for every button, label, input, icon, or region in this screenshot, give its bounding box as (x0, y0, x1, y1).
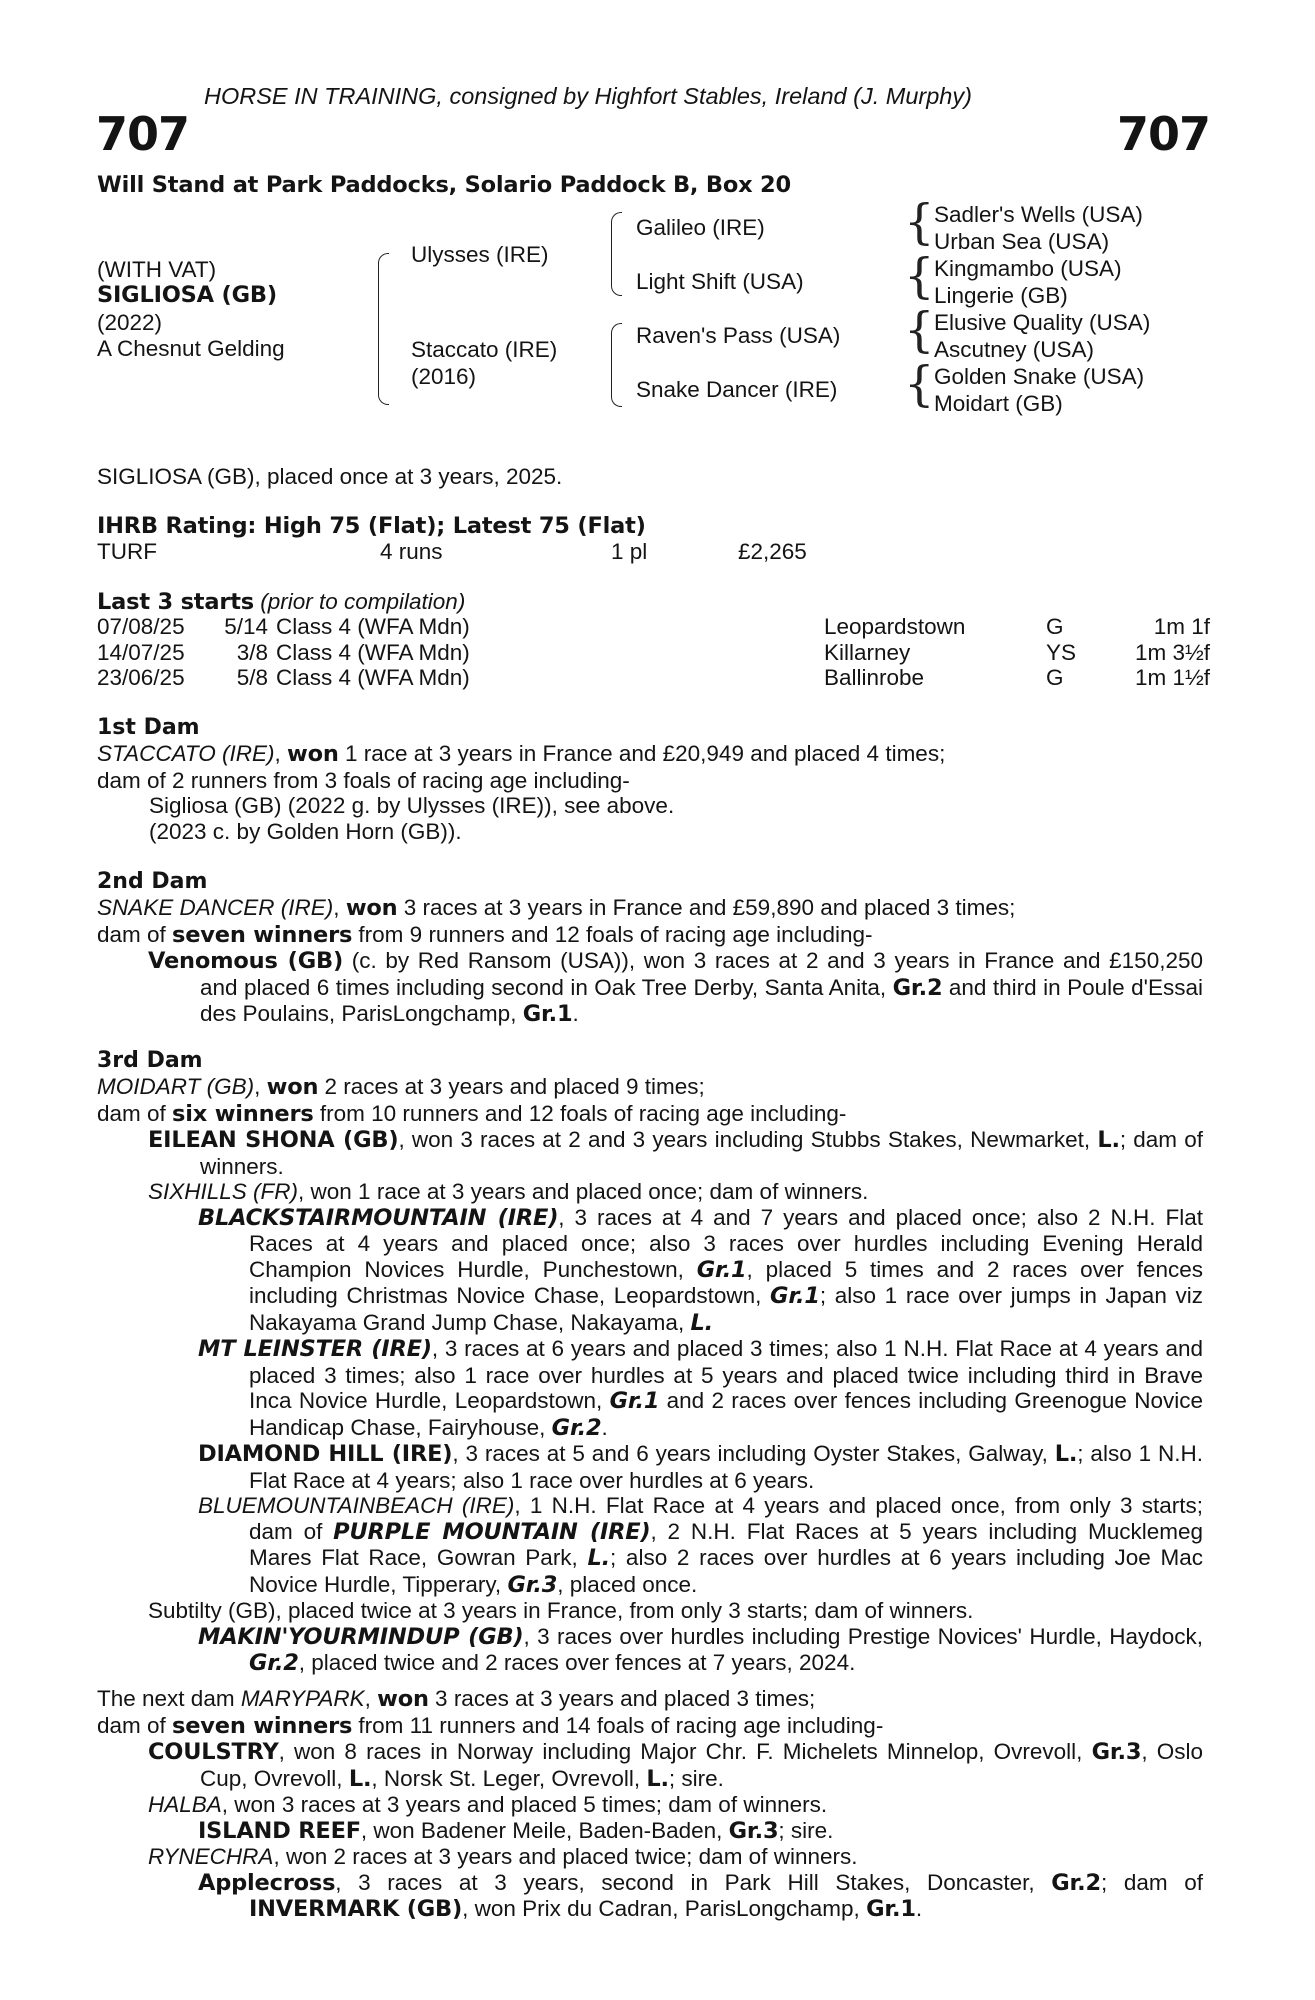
second-dam-produce (97, 922, 1203, 949)
pedigree-sire: Ulysses (IRE) (411, 242, 549, 267)
pedigree-brace-3: { (904, 302, 935, 358)
rating-placed: 1 pl (611, 539, 648, 564)
makinyourmindup-text: , 3 races over hurdles including Prestige Novices' Hurdle, Haydock, (523, 1623, 1204, 1649)
purple-mountain-name: PURPLE MOUNTAIN (IRE) (333, 1518, 651, 1545)
grade-badge: Gr.1 (770, 1283, 820, 1309)
bluemountainbeach-text: , 1 N.H. Flat Race at 4 years and placed once, from only 3 starts; dam of (249, 1493, 1203, 1544)
grade-badge: Gr.3 (728, 1817, 779, 1844)
start-course: Ballinrobe (824, 665, 925, 690)
sixhills-name: SIXHILLS (FR) (148, 1179, 299, 1204)
diamond-hill-text-2: ; also 1 N.H. Flat Race at 4 years; also 1 race over hurdles at 6 years. (249, 1441, 1203, 1493)
third-dam-name: MOIDART (GB) (97, 1074, 255, 1099)
venomous-entry (97, 948, 1203, 1028)
horse-description: A Chesnut Gelding (97, 336, 285, 361)
start-position: 5/14 (224, 614, 268, 639)
won-label: won (345, 895, 398, 921)
second-dam-name: SNAKE DANCER (IRE) (97, 895, 334, 920)
pedigree-g2: Urban Sea (USA) (934, 229, 1110, 254)
makinyourmindup-text-2: , placed twice and 2 races over fences at 7 years, 2024. (298, 1650, 856, 1675)
stable-location: Will Stand at Park Paddocks, Solario Paddock B, Box 20 (97, 172, 791, 198)
applecross-text-2: ; dam of (1100, 1869, 1203, 1895)
start-going: YS (1046, 639, 1077, 665)
island-reef-entry (97, 1818, 1203, 1845)
first-dam-offspring-1: Sigliosa (GB) (2022 g. by Ulysses (IRE)), see above. (149, 793, 675, 818)
pedigree-g8: Moidart (GB) (934, 391, 1063, 416)
pedigree-dam-dam: Snake Dancer (IRE) (636, 377, 838, 402)
grade-badge: L. (1097, 1127, 1120, 1153)
coulstry-text-2: , Oslo Cup, Ovrevoll, (200, 1739, 1203, 1791)
last-starts-heading (97, 589, 465, 616)
pedigree-bracket-sire (611, 212, 622, 296)
bluemountainbeach-text-3: ; also 2 races over hurdles at 6 years including Joe Mac Novice Hurdle, Tipperary, (249, 1545, 1203, 1597)
applecross-text: , 3 races at 3 years, second in Park Hill Stakes, Doncaster, (335, 1869, 1052, 1895)
bluemountainbeach-entry (97, 1493, 1203, 1598)
start-position: 3/8 (236, 639, 268, 665)
mt-leinster-entry (97, 1336, 1203, 1441)
start-going: G (1046, 614, 1064, 639)
island-reef-text-2: ; sire. (778, 1817, 834, 1843)
next-dam-name: MARYPARK (240, 1686, 365, 1711)
ihrb-rating: IHRB Rating: High 75 (Flat); Latest 75 (Flat) (97, 513, 646, 539)
diamond-hill-name: DIAMOND HILL (IRE) (198, 1441, 453, 1467)
third-dam-record: MOIDART (GB), won 2 races at 3 years and placed 9 times; (97, 1074, 705, 1100)
pedigree-g7: Golden Snake (USA) (934, 364, 1145, 389)
invermark-name: INVERMARK (GB) (249, 1896, 463, 1922)
coulstry-entry (97, 1739, 1203, 1792)
pedigree-dam-sire: Raven's Pass (USA) (636, 323, 841, 348)
coulstry-text-4: ; sire. (668, 1765, 724, 1791)
winners-count: seven winners (172, 1712, 353, 1739)
first-dam-heading: 1st Dam (97, 715, 200, 740)
halba-entry (97, 1792, 1203, 1818)
pedigree-sire-sire: Galileo (IRE) (636, 215, 765, 240)
diamond-hill-text: , 3 races at 5 and 6 years including Oyster Stakes, Galway, (452, 1441, 1055, 1466)
blackstairmountain-text-3: ; also 1 race over jumps in Japan viz Nakayama Grand Jump Chase, Nakayama, (249, 1283, 1203, 1335)
grade-badge: Gr.2 (892, 974, 943, 1001)
halba-name: HALBA (148, 1792, 222, 1817)
applecross-text-3: , won Prix du Cadran, ParisLongchamp, (462, 1896, 867, 1921)
pedigree-brace-4: { (904, 356, 935, 412)
eilean-shona-text-2: ; dam of winners. (200, 1127, 1203, 1179)
grade-badge: Gr.3 (1091, 1739, 1142, 1765)
first-dam-name: STACCATO (IRE) (97, 741, 275, 766)
lot-number-left: 707 (96, 107, 190, 161)
punctuation: . (601, 1414, 608, 1440)
produce-suffix: from 10 runners and 12 foals of racing age including- (313, 1100, 847, 1126)
first-dam-section (97, 715, 1203, 844)
pedigree-g3: Kingmambo (USA) (934, 256, 1122, 281)
produce-suffix: from 11 runners and 14 foals of racing age including- (352, 1712, 884, 1738)
horse-name: SIGLIOSA (GB) (97, 282, 277, 308)
makinyourmindup-name: MAKIN'YOURMINDUP (GB) (198, 1623, 524, 1650)
third-dam-produce (97, 1101, 1203, 1128)
next-dam-section (97, 1686, 1203, 1923)
pedigree-brace-2: { (904, 248, 935, 304)
table-row (97, 665, 1210, 691)
rating-surface: TURF (97, 539, 157, 564)
mt-leinster-text: , 3 races at 6 years and placed 3 times; also 1 N.H. Flat Race at 4 years and placed 3 times; also 1 race over hurdles at 5 years and placed twice including third in Brave Inca Novice Hurdle, Leopardstown, (249, 1336, 1203, 1413)
second-dam-record: SNAKE DANCER (IRE), won 3 races at 3 years in France and £59,890 and placed 3 times; (97, 895, 1016, 921)
grade-badge: Gr.1 (696, 1256, 747, 1283)
punctuation: . (915, 1896, 923, 1921)
second-dam-section (97, 869, 1203, 1028)
venomous-text-2: and third in Poule d'Essai des Poulains, ParisLongchamp, (200, 974, 1203, 1026)
next-dam-record: The next dam MARYPARK, won 3 races at 3 years and placed 3 times; (97, 1686, 816, 1712)
first-dam-record-text: 1 race at 3 years in France and £20,949 and placed 4 times; (338, 741, 946, 766)
grade-badge: Gr.1 (866, 1896, 916, 1922)
rynechra-entry (97, 1844, 1203, 1870)
blackstairmountain-name: BLACKSTAIRMOUNTAIN (IRE) (198, 1204, 559, 1231)
grade-badge: L. (690, 1309, 713, 1336)
island-reef-text: , won Badener Meile, Baden-Baden, (360, 1817, 729, 1843)
next-dam-produce (97, 1713, 1203, 1740)
won-label: won (287, 741, 339, 767)
start-date: 07/08/25 (97, 614, 185, 639)
start-course: Killarney (824, 639, 911, 665)
pedigree-brace-1: { (904, 194, 935, 250)
blackstairmountain-text: , 3 races at 4 and 7 years and placed once; also 2 N.H. Flat Races at 4 years and placed once; also 3 races over hurdles including Evening Herald Champion Novices Hurdle, Punchestown, (249, 1204, 1203, 1282)
pedigree-dam: Staccato (IRE) (411, 337, 558, 362)
next-dam-prefix: The next dam (97, 1686, 241, 1711)
last-starts-table (97, 614, 1210, 691)
coulstry-name: COULSTRY (148, 1739, 279, 1765)
first-dam-record: STACCATO (IRE), won 1 race at 3 years in France and £20,949 and placed 4 times; (97, 741, 946, 767)
start-going: G (1046, 665, 1064, 690)
makinyourmindup-entry (97, 1624, 1203, 1677)
eilean-shona-name: EILEAN SHONA (GB) (148, 1127, 399, 1153)
start-date: 14/07/25 (97, 639, 185, 665)
diamond-hill-entry (97, 1441, 1203, 1493)
eilean-shona-text: , won 3 races at 2 and 3 years including Stubbs Stakes, Newmarket, (398, 1127, 1098, 1152)
pedigree-g6: Ascutney (USA) (934, 337, 1095, 362)
bluemountainbeach-text-2: , 2 N.H. Flat Races at 5 years including Mucklemeg Mares Flat Race, Gowran Park, (249, 1518, 1203, 1570)
winners-count: six winners (172, 1100, 314, 1127)
first-dam-produce: dam of 2 runners from 3 foals of racing age including- (97, 767, 630, 793)
winners-count: seven winners (172, 921, 353, 948)
rating-earnings: £2,265 (738, 539, 807, 564)
island-reef-name: ISLAND REEF (198, 1817, 361, 1844)
grade-badge: Gr.1 (522, 1001, 573, 1027)
start-race: Class 4 (WFA Mdn) (276, 639, 470, 665)
grade-badge: L. (646, 1765, 669, 1792)
pedigree-bracket-dam (611, 323, 622, 407)
applecross-name: Applecross (198, 1869, 336, 1896)
table-row (97, 640, 1210, 666)
consignment-title: HORSE IN TRAINING, consigned by Highfort Stables, Ireland (J. Murphy) (204, 83, 972, 109)
bluemountainbeach-text-4: , placed once. (557, 1571, 698, 1597)
rating-runs: 4 runs (380, 539, 443, 564)
grade-badge: Gr.2 (1051, 1869, 1101, 1896)
grade-badge: L. (587, 1545, 610, 1571)
eilean-shona-entry (97, 1127, 1203, 1179)
pedigree-g4: Lingerie (GB) (934, 283, 1068, 308)
pedigree-dam-year: (2016) (411, 364, 477, 389)
subtilty-entry: Subtilty (GB), placed twice at 3 years in France, from only 3 starts; dam of winners. (148, 1598, 974, 1623)
race-summary: SIGLIOSA (GB), placed once at 3 years, 2025. (97, 464, 563, 489)
won-label: won (377, 1686, 429, 1712)
produce-prefix: dam of (97, 1100, 173, 1126)
won-label: won (266, 1074, 319, 1100)
lot-number-right: 707 (1117, 107, 1211, 161)
start-date: 23/06/25 (97, 665, 185, 690)
mt-leinster-name: MT LEINSTER (IRE) (198, 1336, 432, 1362)
venomous-text: (c. by Red Ransom (USA)), won 3 races at 2 and 3 years in France and £150,250 and placed 6 times including second in Oak Tree Derby, Santa Anita, (200, 948, 1203, 1000)
coulstry-text-3: , Norsk St. Leger, Ovrevoll, (371, 1765, 647, 1791)
second-dam-heading: 2nd Dam (97, 869, 208, 894)
third-dam-heading: 3rd Dam (97, 1048, 203, 1073)
start-course: Leopardstown (824, 614, 966, 639)
grade-badge: L. (1054, 1441, 1078, 1467)
start-distance: 1m 1f (1153, 614, 1210, 639)
start-race: Class 4 (WFA Mdn) (276, 665, 470, 690)
second-dam-record-text: 3 races at 3 years in France and £59,890 and placed 3 times; (397, 895, 1016, 920)
next-dam-record-text: 3 races at 3 years and placed 3 times; (428, 1686, 816, 1711)
grade-badge: Gr.2 (551, 1414, 602, 1441)
last-starts-note: (prior to compilation) (260, 589, 466, 614)
last-starts-title: Last 3 starts (97, 589, 254, 615)
horse-year: (2022) (97, 310, 163, 335)
produce-prefix: dam of (97, 1712, 173, 1738)
third-dam-section (97, 1048, 1203, 1677)
grade-badge: Gr.3 (507, 1571, 558, 1598)
sixhills-entry (97, 1179, 1203, 1205)
blackstairmountain-text-2: , placed 5 times and 2 races over fences including Christmas Novice Chase, Leopardstown, (249, 1256, 1203, 1308)
sixhills-text: , won 1 race at 3 years and placed once; dam of winners. (298, 1179, 869, 1204)
start-position: 5/8 (236, 665, 268, 690)
vat-note: (WITH VAT) (97, 257, 217, 282)
applecross-entry (97, 1870, 1203, 1923)
mt-leinster-text-2: and 2 races over fences including Greenogue Novice Handicap Chase, Fairyhouse, (249, 1388, 1203, 1440)
first-dam-offspring-2: (2023 c. by Golden Horn (GB)). (149, 818, 462, 844)
start-race: Class 4 (WFA Mdn) (276, 614, 470, 639)
third-dam-record-text: 2 races at 3 years and placed 9 times; (318, 1074, 705, 1099)
start-distance: 1m 3½f (1134, 639, 1210, 665)
rynechra-name: RYNECHRA (148, 1844, 274, 1869)
halba-text: , won 3 races at 3 years and placed 5 times; dam of winners. (221, 1792, 828, 1817)
produce-prefix: dam of (97, 921, 173, 947)
grade-badge: Gr.1 (609, 1388, 660, 1414)
venomous-name: Venomous (GB) (148, 948, 344, 974)
rynechra-text: , won 2 races at 3 years and placed twice; dam of winners. (273, 1844, 858, 1869)
pedigree-bracket-parents (378, 253, 389, 405)
grade-badge: Gr.2 (249, 1650, 299, 1676)
grade-badge: L. (348, 1765, 372, 1792)
pedigree-g1: Sadler's Wells (USA) (934, 202, 1143, 227)
pedigree-g5: Elusive Quality (USA) (934, 310, 1151, 335)
table-row (97, 614, 1210, 640)
coulstry-text: , won 8 races in Norway including Major Chr. F. Michelets Minnelop, Ovrevoll, (278, 1739, 1092, 1764)
pedigree-sire-dam: Light Shift (USA) (636, 269, 804, 294)
punctuation: . (572, 1001, 579, 1026)
start-distance: 1m 1½f (1134, 665, 1210, 690)
bluemountainbeach-name: BLUEMOUNTAINBEACH (IRE) (198, 1493, 515, 1518)
produce-suffix: from 9 runners and 12 foals of racing age including- (352, 921, 873, 947)
blackstairmountain-entry (97, 1205, 1203, 1337)
